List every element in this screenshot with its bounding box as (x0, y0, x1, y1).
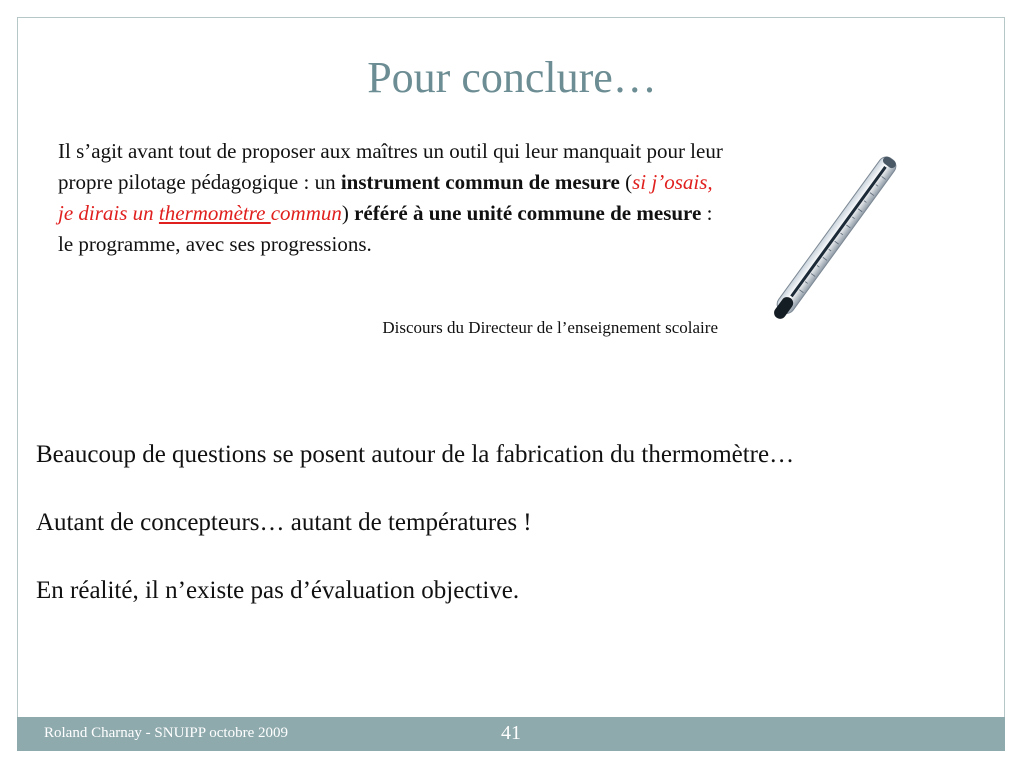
quote-paren-open: ( (619, 170, 633, 194)
body-lines (36, 440, 996, 644)
quote-text-end: : le programme, avec ses progressions. (58, 201, 713, 256)
slide-title: Pour conclure… (367, 53, 657, 102)
quote-red-commun: commun (270, 201, 342, 225)
quote-bold-instrument: instrument commun de mesure (340, 170, 620, 194)
quote-paren-close: ) (341, 201, 349, 225)
quote-block (58, 136, 728, 260)
body-line-questions: Beaucoup de questions se posent autour de la fabrication du thermomètre… (36, 441, 795, 468)
thermometer-icon (738, 140, 928, 340)
body-line-evaluation: En réalité, il n’existe pas d’évaluation objective. (36, 577, 520, 604)
body-line-concepteurs: Autant de concepteurs… autant de températures ! (36, 509, 532, 536)
quote-red-underline: thermomètre (158, 201, 271, 225)
footer-bar (17, 717, 1005, 751)
quote-red-italic: si j’osais, je dirais un (58, 170, 713, 225)
footer-author: Roland Charnay - SNUIPP octobre 2009 (44, 725, 288, 741)
quote-bold-unite: référé à une unité commune de mesure (348, 201, 702, 225)
quote-text: Il s’agit avant tout de proposer aux maîtres un outil qui leur manquait pour leur propre pilotage pédagogique : un (58, 139, 723, 194)
quote-source: Discours du Directeur de l’enseignement scolaire (382, 318, 718, 337)
page-number: 41 (501, 722, 521, 744)
